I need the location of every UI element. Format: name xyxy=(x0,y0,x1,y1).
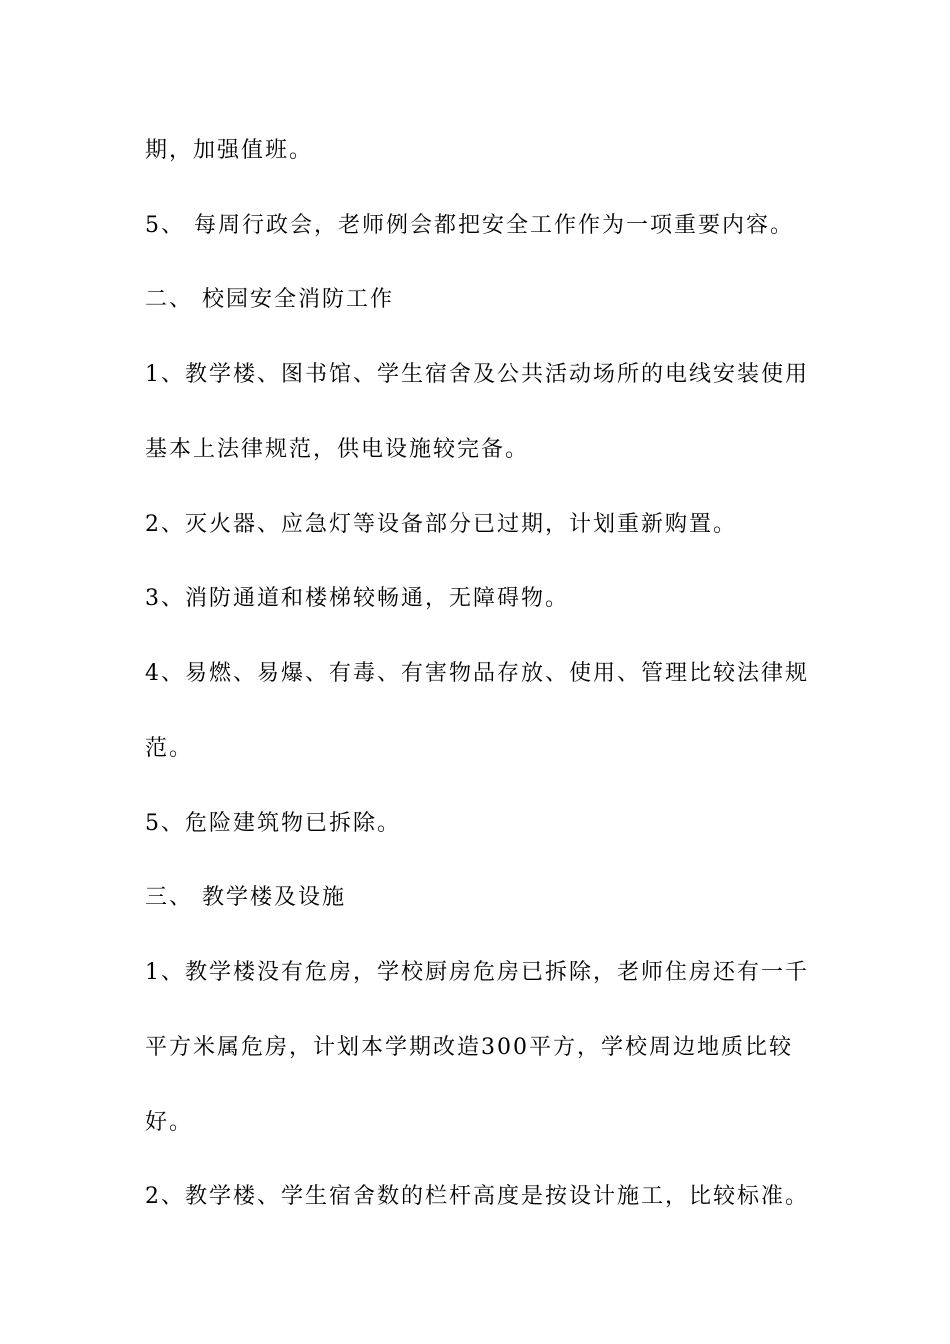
paragraph-line: 1、教学楼没有危房，学校厨房危房已拆除，老师住房还有一千 xyxy=(145,960,809,985)
paragraph-line: 5、 每周行政会，老师例会都把安全工作作为一项重要内容。 xyxy=(145,213,794,238)
paragraph-line: 5、危险建筑物已拆除。 xyxy=(145,811,401,836)
paragraph-line: 平方米属危房，计划本学期改造300平方，学校周边地质比较 xyxy=(145,1035,793,1060)
paragraph-line: 2、教学楼、学生宿舍数的栏杆高度是按设计施工，比较标准。 xyxy=(145,1184,809,1209)
paragraph-line: 期，加强值班。 xyxy=(145,138,314,163)
paragraph-line: 1、教学楼、图书馆、学生宿舍及公共活动场所的电线安装使用 xyxy=(145,362,809,387)
paragraph-line: 4、易燃、易爆、有毒、有害物品存放、使用、管理比较法律规 xyxy=(145,661,809,686)
paragraph-line: 2、灭火器、应急灯等设备部分已过期，计划重新购置。 xyxy=(145,512,737,537)
paragraph-line: 3、消防通道和楼梯较畅通，无障碍物。 xyxy=(145,586,569,611)
section-heading: 二、 校园安全消防工作 xyxy=(145,287,394,312)
paragraph-line: 范。 xyxy=(145,736,194,761)
paragraph-line: 好。 xyxy=(145,1110,194,1135)
paragraph-line: 基本上法律规范，供电设施较完备。 xyxy=(145,437,530,462)
section-heading: 三、 教学楼及设施 xyxy=(145,885,346,910)
